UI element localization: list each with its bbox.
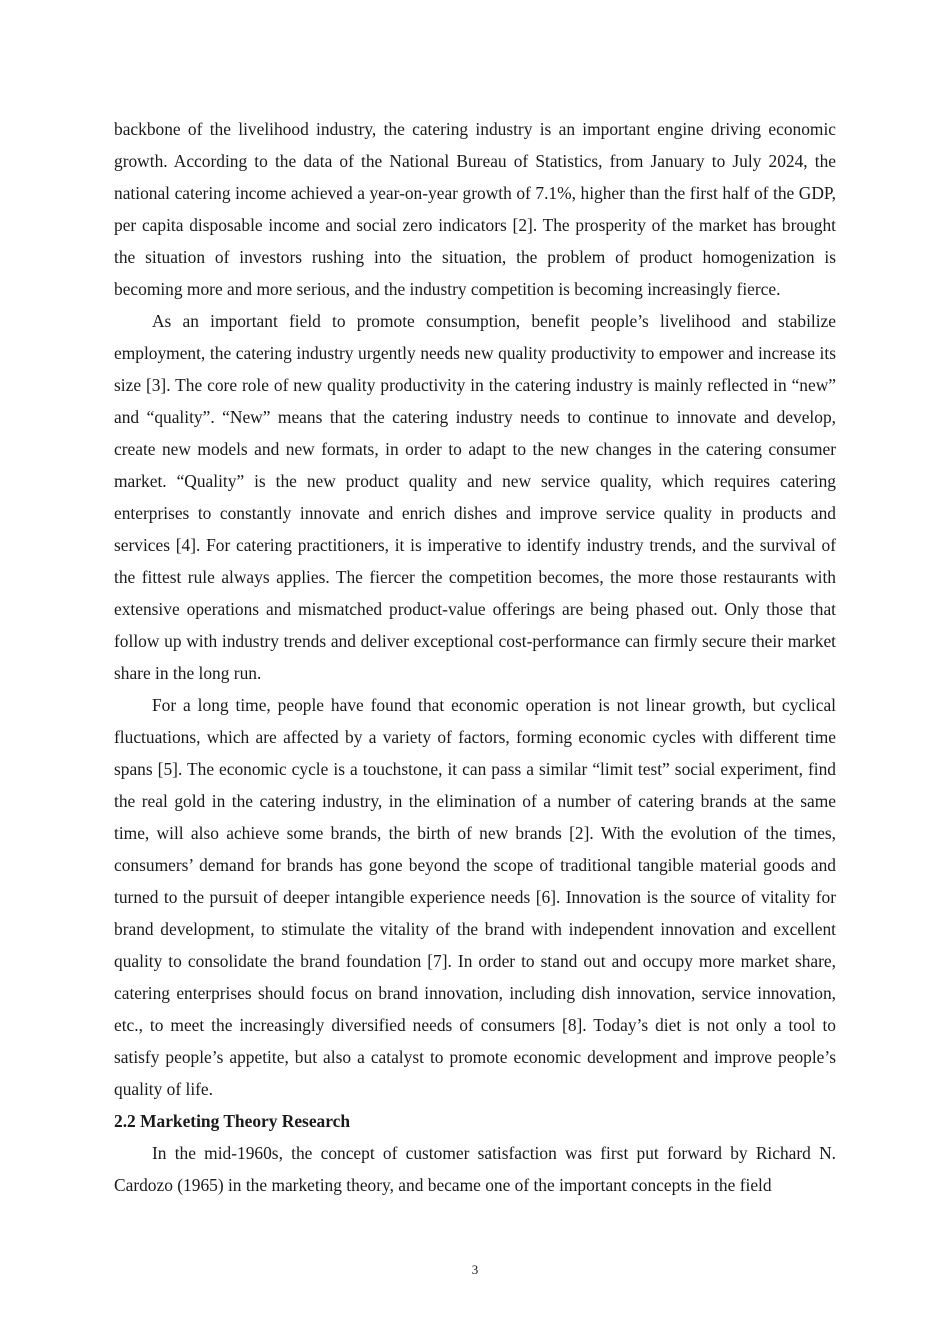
- paragraph-catering-backbone: backbone of the livelihood industry, the catering industry is an important engine driving economic growth. According to the data of the National Bureau of Statistics, from January to July 2024, the national catering income achieved a year-on-year growth of 7.1%, higher than the first half of the GDP, per capita disposable income and social zero indicators [2]. The prosperity of the market has brought the situation of investors rushing into the situation, the problem of product homogenization is becoming more and more serious, and the industry competition is becoming increasingly fierce.: [114, 119, 836, 299]
- document-page: [114, 113, 836, 1201]
- section-heading: 2.2 Marketing Theory Research: [114, 1111, 351, 1131]
- page-number: 3: [471, 1262, 479, 1277]
- paragraph-customer-satisfaction: In the mid-1960s, the concept of customer satisfaction was first put forward by Richard N. Cardozo (1965) in the marketing theory, and became one of the important concepts in the field: [114, 1143, 836, 1195]
- paragraph-economic-cycles: For a long time, people have found that economic operation is not linear growth, but cyclical fluctuations, which are affected by a variety of factors, forming economic cycles with different time spans [5]. The economic cycle is a touchstone, it can pass a similar “limit test” social experiment, find the real gold in the catering industry, in the elimination of a number of catering brands at the same time, will also achieve some brands, the birth of new brands [2]. With the evolution of the times, consumers’ demand for brands has gone beyond the scope of traditional tangible material goods and turned to the pursuit of deeper intangible experience needs [6]. Innovation is the source of vitality for brand development, to stimulate the vitality of the brand with independent innovation and excellent quality to consolidate the brand foundation [7]. In order to stand out and occupy more market share, catering enterprises should focus on brand innovation, including dish innovation, service innovation, etc., to meet the increasingly diversified needs of consumers [8]. Today’s diet is not only a tool to satisfy people’s appetite, but also a catalyst to promote economic development and improve people’s quality of life.: [114, 695, 836, 1099]
- paragraph-new-quality-productivity: As an important field to promote consumption, benefit people’s livelihood and stabilize employment, the catering industry urgently needs new quality productivity to empower and increase its size [3]. The core role of new quality productivity in the catering industry is mainly reflected in “new” and “quality”. “New” means that the catering industry needs to continue to innovate and develop, create new models and new formats, in order to adapt to the new changes in the catering consumer market. “Quality” is the new product quality and new service quality, which requires catering enterprises to constantly innovate and enrich dishes and improve service quality in products and services [4]. For catering practitioners, it is imperative to identify industry trends, and the survival of the fittest rule always applies. The fiercer the competition becomes, the more those restaurants with extensive operations and mismatched product-value offerings are being phased out. Only those that follow up with industry trends and deliver exceptional cost-performance can firmly secure their market share in the long run.: [114, 311, 836, 683]
